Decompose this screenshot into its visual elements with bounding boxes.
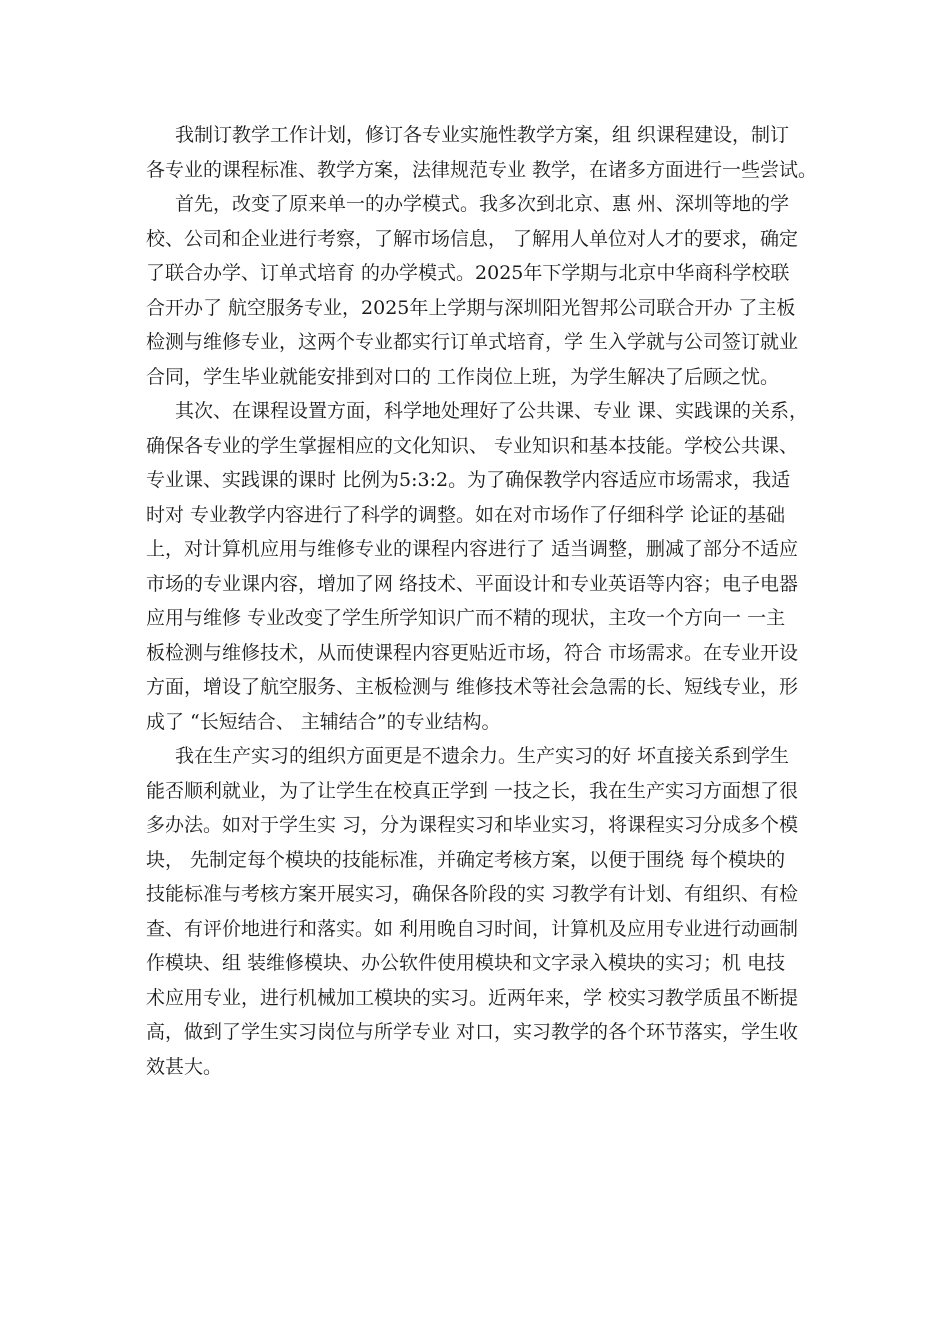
text-line: 术应用专业，进行机械加工模块的实习。近两年来，学 校实习教学质虽不断提: [146, 986, 799, 1009]
text-line: 块， 先制定每个模块的技能标准，并确定考核方案，以便于围绕 每个模块的: [146, 848, 786, 871]
text-line: 方面，增设了航空服务、主板检测与 维修技术等社会急需的长、短线专业，形: [146, 676, 799, 698]
text-line: 合同，学生毕业就能安排到对口的 工作岗位上班，为学生解决了后顾之忧。: [146, 365, 780, 388]
text-line: 首先，改变了原来单一的办学模式。我多次到北京、惠 州、深圳等地的学: [175, 193, 790, 215]
text-line: 多办法。如对于学生实 习，分为课程实习和毕业实习，将课程实习分成多个模: [146, 814, 799, 836]
text-line: 各专业的课程标准、教学方案，法律规范专业 教学，在诸多方面进行一些尝试。: [146, 158, 818, 181]
text-line: 查、有评价地进行和落实。如 利用晚自习时间，计算机及应用专业进行动画制: [146, 917, 799, 940]
text-line: 检测与维修专业，这两个专业都实行订单式培育，学 生入学就与公司签订就业: [146, 331, 799, 353]
text-line: 技能标准与考核方案开展实习，确保各阶段的实 习教学有计划、有组织、有检: [146, 883, 799, 905]
text-line: 效甚大。: [146, 1055, 223, 1078]
text-line: 其次、在课程设置方面，科学地处理好了公共课、专业 课、实践课的关系，: [175, 400, 809, 422]
text-line: 确保各专业的学生掌握相应的文化知识、 专业知识和基本技能。学校公共课、: [146, 434, 799, 457]
text-line: 市场的专业课内容，增加了网 络技术、平面设计和专业英语等内容；电子电器: [146, 572, 799, 595]
document-body: [146, 118, 826, 1084]
text-line: 成了 “长短结合、 主辅结合”的专业结构。: [146, 710, 501, 733]
text-line: 合开办了 航空服务专业，2025年上学期与深圳阳光智邦公司联合开办 了主板: [146, 296, 796, 319]
text-line: 上，对计算机应用与维修专业的课程内容进行了 适当调整，删减了部分不适应: [146, 538, 799, 560]
text-line: 校、公司和企业进行考察，了解市场信息， 了解用人单位对人才的要求，确定: [146, 227, 799, 250]
text-line: 时对 专业教学内容进行了科学的调整。如在对市场作了仔细科学 论证的基础: [146, 503, 786, 526]
text-line: 能否顺利就业，为了让学生在校真正学到 一技之长，我在生产实习方面想了很: [146, 779, 799, 802]
text-line: 板检测与维修技术，从而使课程内容更贴近市场，符合 市场需求。在专业开设: [146, 641, 799, 664]
text-line: 了联合办学、订单式培育 的办学模式。2025年下学期与北京中华商科学校联: [146, 262, 790, 284]
text-line: 应用与维修 专业改变了学生所学知识广而不精的现状，主攻一个方向一 一主: [146, 607, 786, 629]
text-line: 我制订教学工作计划，修订各专业实施性教学方案，组 织课程建设，制订: [175, 124, 790, 146]
text-line: 专业课、实践课的课时 比例为5:3:2。为了确保教学内容适应市场需求，我适: [146, 469, 791, 491]
text-line: 我在生产实习的组织方面更是不遗余力。生产实习的好 坏直接关系到学生: [175, 745, 790, 767]
text-line: 高，做到了学生实习岗位与所学专业 对口，实习教学的各个环节落实，学生收: [146, 1021, 799, 1043]
text-line: 作模块、组 装维修模块、办公软件使用模块和文字录入模块的实习；机 电技: [146, 952, 786, 974]
